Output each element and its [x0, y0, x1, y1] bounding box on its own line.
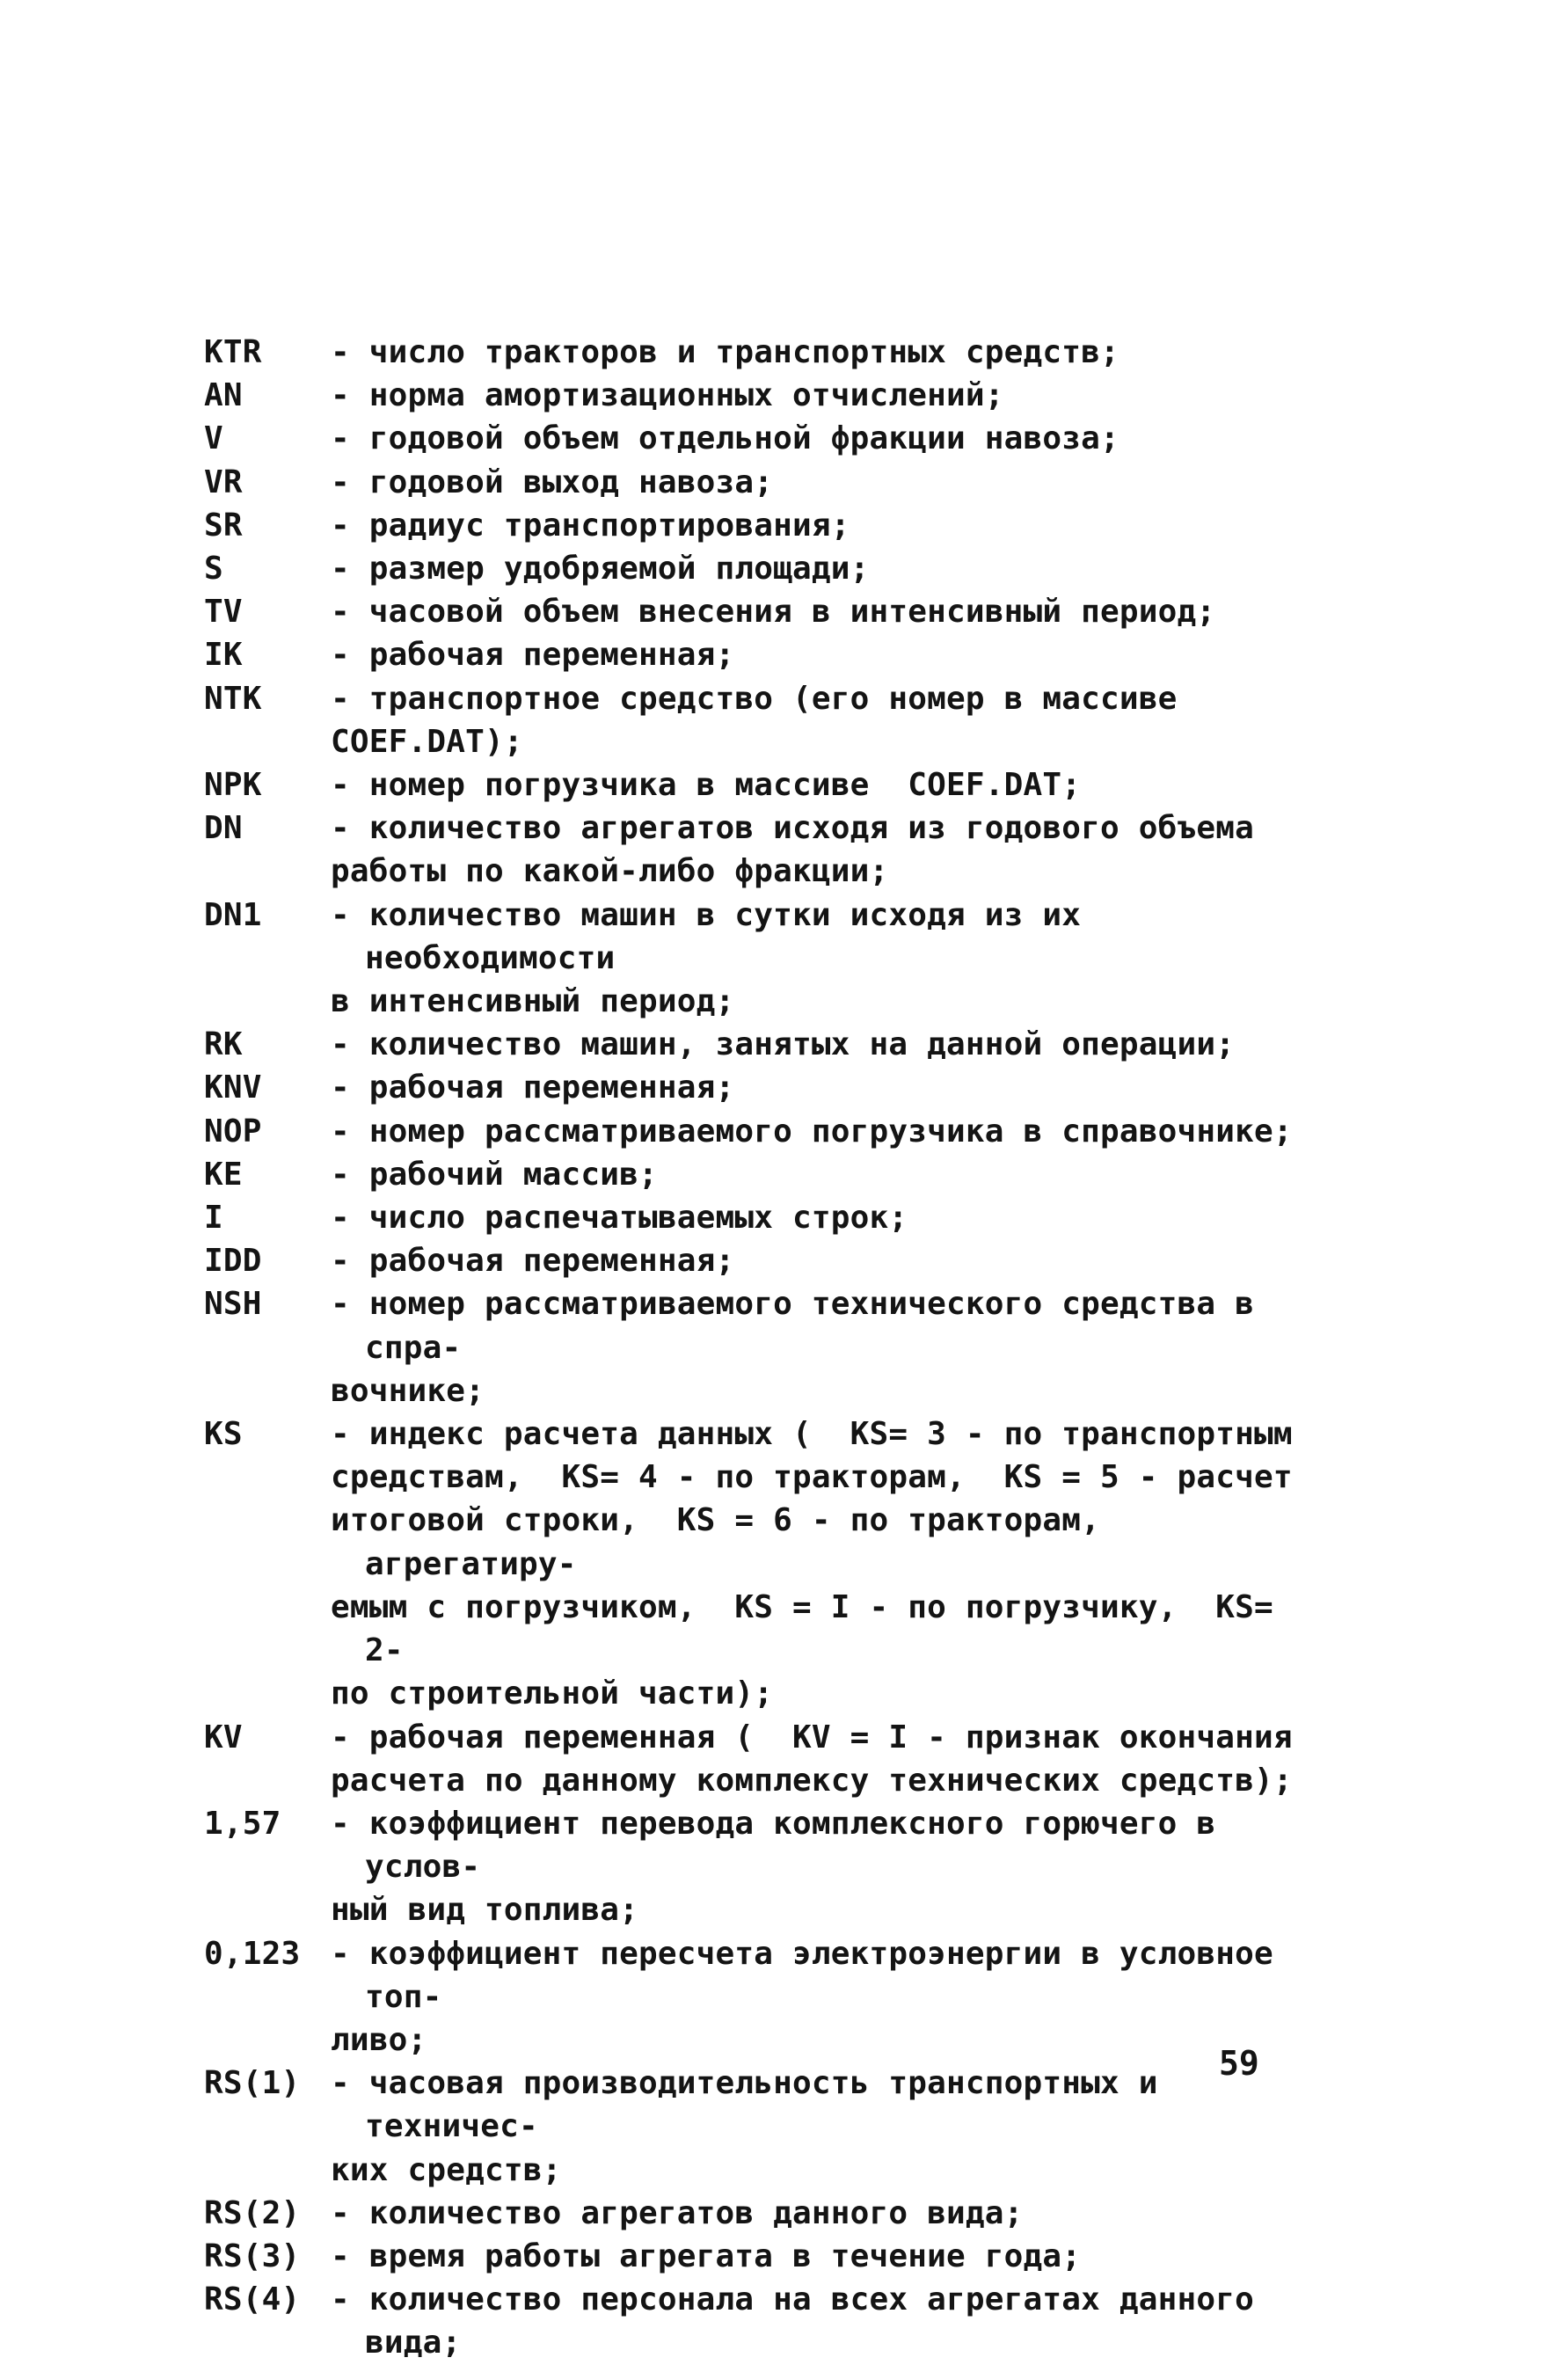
glossary-entry [204, 677, 1321, 763]
glossary-term: NTK [204, 680, 262, 717]
glossary-term: KTR [204, 334, 262, 370]
glossary-description [331, 677, 1321, 763]
glossary-term: 1,57 [204, 1805, 281, 1842]
glossary-term: KS [204, 1416, 243, 1453]
description-line: - номер рассматриваемого технического средства в спра- [331, 1286, 1273, 1366]
description-line: - радиус транспортирования; [331, 507, 850, 544]
description-line: - норма амортизационных отчислений; [331, 377, 1004, 414]
glossary-term: TV [204, 594, 243, 631]
glossary-entry [204, 2062, 1321, 2192]
glossary-description [331, 1153, 1321, 1196]
glossary-entry [204, 1196, 1321, 1239]
glossary-description [331, 763, 1321, 807]
glossary-description [331, 633, 1321, 676]
description-line: расчета по данному комплексу технических средств); [331, 1762, 1293, 1799]
glossary-description [331, 1716, 1321, 1802]
glossary-description [331, 417, 1321, 460]
glossary-entry [204, 1023, 1321, 1066]
description-line: - количество персонала на всех агрегатах данного вида; [331, 2281, 1273, 2361]
glossary-term: V [204, 420, 223, 457]
description-line: средствам, KS= 4 - по тракторам, KS = 5 - расчет [331, 1459, 1293, 1496]
glossary-term: RS(2) [204, 2194, 301, 2231]
description-line: - рабочая переменная; [331, 637, 735, 674]
glossary-description [331, 1066, 1321, 1109]
glossary-entry [204, 1110, 1321, 1153]
glossary-term: RK [204, 1026, 243, 1063]
glossary-entry [204, 417, 1321, 460]
description-line: - рабочая переменная; [331, 1069, 735, 1106]
glossary-description [331, 590, 1321, 633]
glossary-term: NPK [204, 767, 262, 804]
glossary-term: NOP [204, 1113, 262, 1150]
description-line: COEF.DAT); [331, 723, 523, 760]
variable-glossary [204, 331, 1321, 2365]
glossary-term: IK [204, 637, 243, 674]
glossary-entry [204, 1932, 1321, 2062]
glossary-term: KV [204, 1719, 243, 1756]
glossary-entry [204, 1412, 1321, 1715]
glossary-entry [204, 547, 1321, 590]
description-line: - коэффициент пересчета электроэнергии в условное топ- [331, 1935, 1293, 2015]
glossary-entry [204, 1802, 1321, 1932]
glossary-description [331, 1196, 1321, 1239]
glossary-term: VR [204, 464, 243, 500]
description-line: - рабочий массив; [331, 1156, 658, 1193]
description-line: - номер рассматриваемого погрузчика в справочнике; [331, 1113, 1293, 1150]
description-line: ких средств; [331, 2151, 562, 2188]
description-line: итоговой строки, KS = 6 - по тракторам, агрегатиру- [331, 1502, 1119, 1582]
description-line: - коэффициент перевода комплексного горючего в услов- [331, 1805, 1236, 1886]
glossary-entry [204, 763, 1321, 807]
glossary-description [331, 1239, 1321, 1282]
description-line: - количество агрегатов исходя из годового объема [331, 810, 1254, 847]
glossary-term: RS(1) [204, 2065, 301, 2102]
glossary-entry [204, 2235, 1321, 2278]
glossary-term: KE [204, 1156, 243, 1193]
glossary-description [331, 1282, 1321, 1412]
glossary-entry [204, 590, 1321, 633]
glossary-description [331, 2235, 1321, 2278]
glossary-description [331, 2062, 1321, 2192]
description-line: - годовой выход навоза; [331, 464, 774, 500]
glossary-description [331, 504, 1321, 547]
glossary-description [331, 1412, 1321, 1715]
glossary-entry [204, 2192, 1321, 2235]
description-line: работы по какой-либо фракции; [331, 853, 889, 890]
glossary-entry [204, 807, 1321, 893]
glossary-term: 0,123 [204, 1935, 301, 1972]
description-line: - число тракторов и транспортных средств; [331, 334, 1119, 370]
description-line: - годовой объем отдельной фракции навоза; [331, 420, 1119, 457]
glossary-entry [204, 1282, 1321, 1412]
glossary-description [331, 1110, 1321, 1153]
glossary-term: DN1 [204, 896, 262, 933]
glossary-description [331, 547, 1321, 590]
description-line: - номер погрузчика в массиве COEF.DAT; [331, 767, 1082, 804]
glossary-entry [204, 2278, 1321, 2364]
glossary-term: AN [204, 377, 243, 414]
glossary-description [331, 374, 1321, 417]
description-line: - число распечатываемых строк; [331, 1200, 908, 1237]
glossary-entry [204, 894, 1321, 1024]
glossary-entry [204, 1153, 1321, 1196]
glossary-term: KNV [204, 1069, 262, 1106]
glossary-entry [204, 1066, 1321, 1109]
glossary-entry [204, 1239, 1321, 1282]
glossary-description [331, 2192, 1321, 2235]
description-line: вочнике; [331, 1372, 485, 1409]
glossary-term: I [204, 1200, 223, 1237]
glossary-description [331, 461, 1321, 504]
description-line: - рабочая переменная ( KV = I - признак окончания [331, 1719, 1293, 1756]
description-line: - рабочая переменная; [331, 1243, 735, 1280]
description-line: по строительной части); [331, 1675, 774, 1712]
description-line: - часовая производительность транспортных и техничес- [331, 2065, 1178, 2145]
glossary-description [331, 894, 1321, 1024]
glossary-term: RS(4) [204, 2281, 301, 2318]
description-line: ный вид топлива; [331, 1892, 638, 1929]
glossary-description [331, 1932, 1321, 2062]
glossary-entry [204, 1716, 1321, 1802]
glossary-entry [204, 461, 1321, 504]
description-line: - количество машин, занятых на данной операции; [331, 1026, 1236, 1063]
glossary-description [331, 2278, 1321, 2364]
glossary-term: IDD [204, 1243, 262, 1280]
description-line: в интенсивный период; [331, 983, 735, 1020]
description-line: - часовой объем внесения в интенсивный период; [331, 594, 1216, 631]
glossary-entry [204, 374, 1321, 417]
glossary-term: RS(3) [204, 2237, 301, 2274]
glossary-entry [204, 331, 1321, 374]
description-line: емым с погрузчиком, KS = I - по погрузчику, KS= 2- [331, 1588, 1293, 1669]
description-line: ливо; [331, 2021, 427, 2058]
page-number: 59 [1219, 2044, 1259, 2083]
description-line: - количество машин в сутки исходя из их необходимости [331, 896, 1100, 976]
glossary-description [331, 807, 1321, 893]
description-line: - индекс расчета данных ( KS= 3 - по транспортным [331, 1416, 1293, 1453]
description-line: - время работы агрегата в течение года; [331, 2237, 1082, 2274]
glossary-entry [204, 633, 1321, 676]
glossary-term: SR [204, 507, 243, 544]
glossary-term: NSH [204, 1286, 262, 1323]
glossary-description [331, 1023, 1321, 1066]
glossary-description [331, 1802, 1321, 1932]
glossary-term: DN [204, 810, 243, 847]
description-line: - транспортное средство (его номер в массиве [331, 680, 1178, 717]
glossary-description [331, 331, 1321, 374]
glossary-term: S [204, 551, 223, 588]
description-line: - количество агрегатов данного вида; [331, 2194, 1024, 2231]
glossary-entry [204, 504, 1321, 547]
description-line: - размер удобряемой площади; [331, 551, 870, 588]
